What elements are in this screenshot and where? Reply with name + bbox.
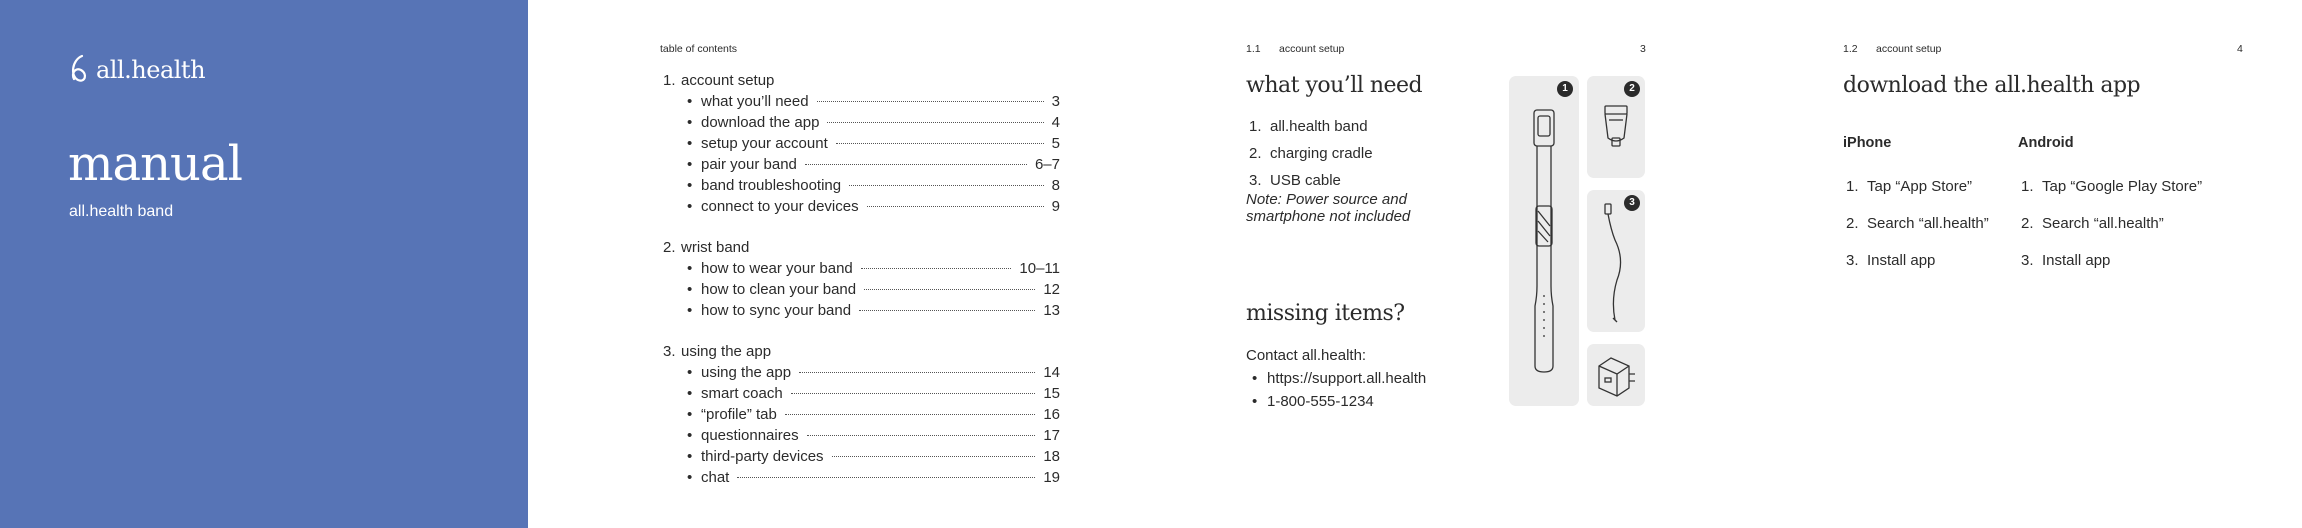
dot-leader — [807, 435, 1036, 436]
step-item: 1. Tap “App Store” — [1846, 178, 1973, 195]
list-item: 2. charging cradle — [1249, 145, 1373, 162]
logo-text: all.health — [96, 56, 206, 84]
contact-label: Contact all.health: — [1246, 347, 1367, 364]
toc-entry-label: what you’ll need — [701, 93, 809, 110]
toc-entry[interactable]: • how to sync your band 13 — [687, 302, 1060, 319]
toc-group-number: 2. — [663, 239, 676, 256]
badge-2: 2 — [1624, 81, 1640, 97]
page-number: 3 — [1640, 43, 1646, 55]
toc-entry-label: pair your band — [701, 156, 797, 173]
support-phone: • 1-800-555-1234 — [1252, 393, 1374, 410]
list-item: 1. all.health band — [1249, 118, 1368, 135]
section-title: account setup — [1876, 43, 1942, 55]
toc-group-title: account setup — [681, 72, 775, 89]
manual-title: manual — [68, 136, 242, 192]
badge-1: 1 — [1557, 81, 1573, 97]
toc-entry[interactable]: • how to clean your band 12 — [687, 281, 1060, 298]
missing-items-heading: missing items? — [1246, 301, 1405, 326]
iphone-column-title: iPhone — [1843, 135, 1892, 151]
toc-group-title: wrist band — [681, 239, 750, 256]
step-item: 2. Search “all.health” — [2021, 215, 2164, 232]
toc-group — [660, 341, 1060, 488]
toc-entry-label: band troubleshooting — [701, 177, 842, 194]
toc-entry[interactable]: • what you’ll need 3 — [687, 93, 1060, 110]
toc-group-number: 1. — [663, 72, 676, 89]
toc-entry-page: 19 — [1043, 469, 1060, 486]
adapter-illustration-card — [1587, 344, 1645, 406]
band-illustration-card — [1509, 76, 1579, 406]
list-item: 3. USB cable — [1249, 172, 1341, 189]
toc-entry[interactable]: • download the app 4 — [687, 114, 1060, 131]
logo-loop-icon — [68, 52, 98, 84]
toc-entry[interactable]: • “profile” tab 16 — [687, 406, 1060, 423]
toc-entry[interactable]: • smart coach 15 — [687, 385, 1060, 402]
toc-entry[interactable]: • questionnaires 17 — [687, 427, 1060, 444]
iphone-steps — [1846, 168, 1989, 279]
toc-entry-page: 15 — [1043, 385, 1060, 402]
step-item: 3. Install app — [2021, 252, 2111, 269]
usb-cable-illustration — [1587, 190, 1645, 332]
dot-leader — [861, 268, 1012, 269]
toc-entry-label: connect to your devices — [701, 198, 859, 215]
step-item: 1. Tap “Google Play Store” — [2021, 178, 2203, 195]
band-illustration — [1509, 76, 1579, 406]
toc-entry-label: how to sync your band — [701, 302, 852, 319]
table-of-contents — [660, 70, 1060, 508]
toc-entry[interactable]: • band troubleshooting 8 — [687, 177, 1060, 194]
dot-leader — [849, 185, 1044, 186]
toc-entry-page: 13 — [1043, 302, 1060, 319]
toc-entry-label: using the app — [701, 364, 792, 381]
toc-group-heading[interactable] — [663, 237, 1060, 258]
toc-group — [660, 70, 1060, 217]
contact-block — [1246, 344, 1426, 413]
dot-leader — [785, 414, 1035, 415]
toc-group-heading[interactable] — [663, 70, 1060, 91]
support-link[interactable]: • https://support.all.health — [1252, 370, 1427, 387]
dot-leader — [859, 310, 1035, 311]
charging-cradle-illustration — [1587, 76, 1645, 178]
dot-leader — [817, 101, 1044, 102]
toc-entry-page: 5 — [1051, 135, 1060, 152]
toc-entry[interactable]: • setup your account 5 — [687, 135, 1060, 152]
toc-entry-label: chat — [701, 469, 730, 486]
toc-group-heading[interactable] — [663, 341, 1060, 362]
dot-leader — [832, 456, 1036, 457]
dot-leader — [836, 143, 1044, 144]
manual-subtitle: all.health band — [69, 203, 174, 220]
brand-logo — [68, 52, 205, 84]
toc-group — [660, 237, 1060, 321]
what-you-need-heading: what you’ll need — [1246, 73, 1423, 98]
toc-entry[interactable]: • pair your band 6–7 — [687, 156, 1060, 173]
toc-entry-page: 9 — [1051, 198, 1060, 215]
page-number: 4 — [2237, 43, 2243, 55]
dot-leader — [864, 289, 1035, 290]
download-app-heading: download the all.health app — [1843, 73, 2141, 98]
toc-group-title: using the app — [681, 343, 772, 360]
toc-entry-label: “profile” tab — [701, 406, 777, 423]
dot-leader — [791, 393, 1036, 394]
dot-leader — [737, 477, 1035, 478]
toc-entry-page: 3 — [1051, 93, 1060, 110]
toc-entry-page: 4 — [1051, 114, 1060, 131]
dot-leader — [827, 122, 1043, 123]
cradle-illustration-card — [1587, 76, 1645, 178]
cable-illustration-card — [1587, 190, 1645, 332]
power-adapter-illustration — [1587, 344, 1645, 406]
toc-entry-label: smart coach — [701, 385, 783, 402]
needed-items-list — [1249, 113, 1373, 194]
section-title: account setup — [1279, 43, 1345, 55]
toc-entry[interactable]: • third-party devices 18 — [687, 448, 1060, 465]
step-item: 2. Search “all.health” — [1846, 215, 1989, 232]
toc-group-number: 3. — [663, 343, 676, 360]
section-number: 1.1 — [1246, 43, 1261, 55]
power-source-note: Note: Power source and smartphone not included — [1246, 191, 1411, 225]
android-steps — [2021, 168, 2202, 279]
step-item: 3. Install app — [1846, 252, 1936, 269]
dot-leader — [805, 164, 1027, 165]
toc-entry-label: setup your account — [701, 135, 828, 152]
toc-entry-page: 17 — [1043, 427, 1060, 444]
toc-entry-page: 12 — [1043, 281, 1060, 298]
toc-entry-page: 10–11 — [1019, 260, 1060, 277]
section-number: 1.2 — [1843, 43, 1858, 55]
toc-entry-label: download the app — [701, 114, 820, 131]
toc-entry-page: 8 — [1051, 177, 1060, 194]
toc-entry-label: how to clean your band — [701, 281, 857, 298]
toc-entry[interactable]: • connect to your devices 9 — [687, 198, 1060, 215]
toc-entry[interactable]: • how to wear your band 10–11 — [687, 260, 1060, 277]
android-column-title: Android — [2018, 135, 2074, 151]
toc-entry-label: third-party devices — [701, 448, 824, 465]
dot-leader — [867, 206, 1044, 207]
toc-entry[interactable]: • chat 19 — [687, 469, 1060, 486]
toc-entry-label: how to wear your band — [701, 260, 853, 277]
badge-3: 3 — [1624, 195, 1640, 211]
toc-entry-page: 14 — [1043, 364, 1060, 381]
toc-entry-label: questionnaires — [701, 427, 799, 444]
toc-entry[interactable]: • using the app 14 — [687, 364, 1060, 381]
toc-entry-page: 16 — [1043, 406, 1060, 423]
toc-entry-page: 6–7 — [1034, 156, 1060, 173]
dot-leader — [799, 372, 1035, 373]
cover-panel — [0, 0, 528, 528]
toc-header: table of contents — [660, 43, 738, 55]
toc-entry-page: 18 — [1043, 448, 1060, 465]
